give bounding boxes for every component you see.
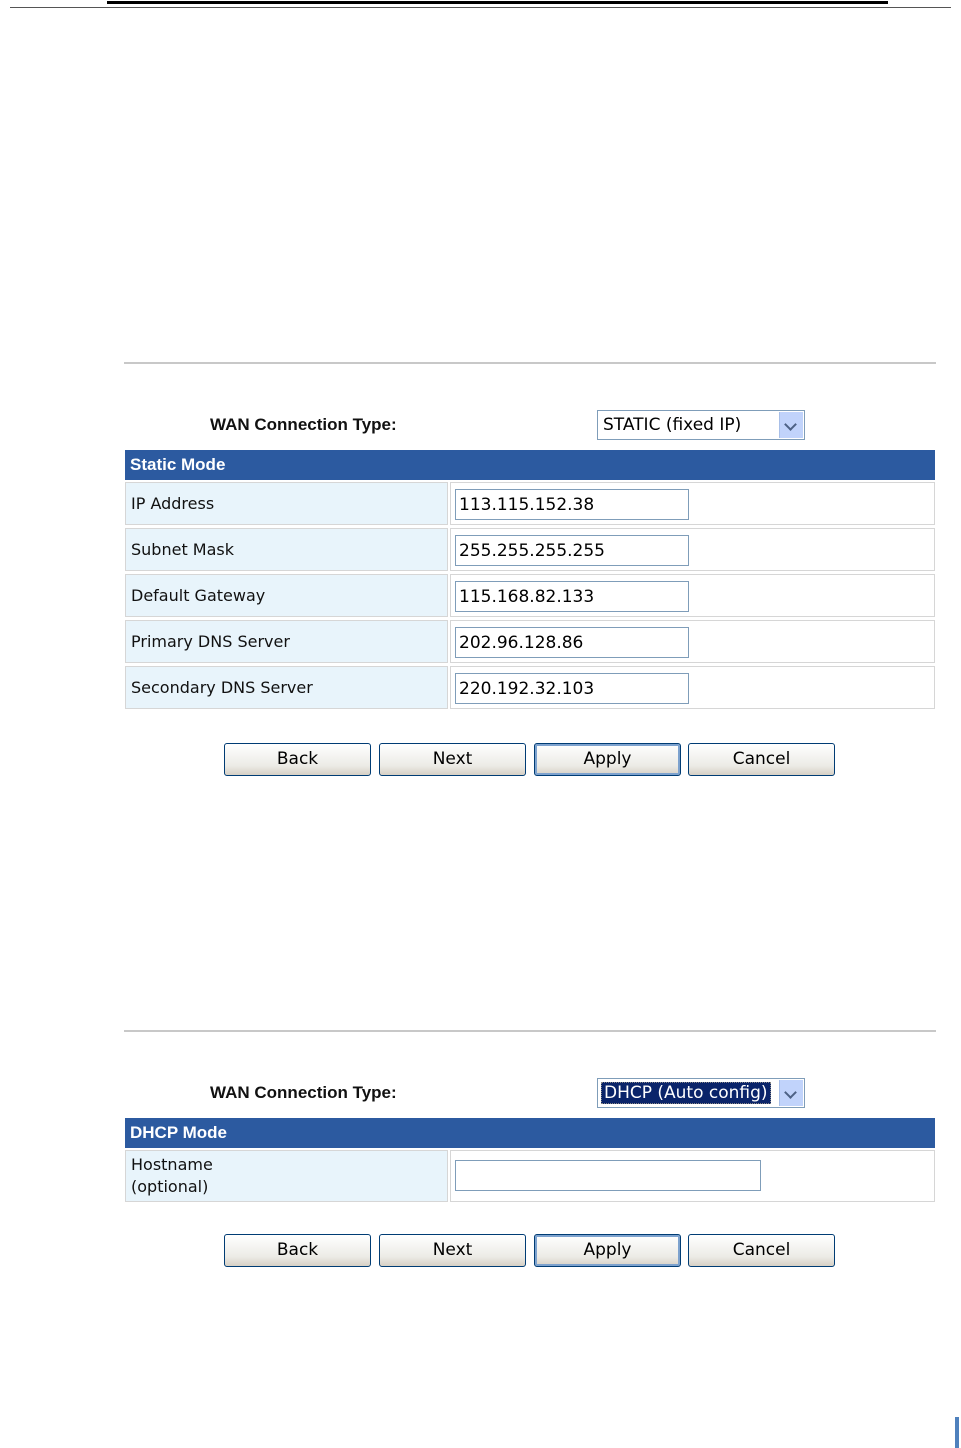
hostname-label-line1: Hostname: [131, 1155, 213, 1174]
section-divider: [124, 1030, 936, 1032]
subnet-mask-cell: [450, 528, 935, 571]
ip-address-input[interactable]: [455, 489, 689, 520]
chevron-down-icon[interactable]: [779, 1080, 803, 1106]
hostname-label-line2: (optional): [131, 1177, 209, 1196]
wan-connection-type-select[interactable]: [597, 1078, 805, 1108]
header-rule-thick: [107, 1, 888, 4]
primary-dns-cell: [450, 620, 935, 663]
default-gateway-input[interactable]: [455, 581, 689, 612]
wan-connection-type-value: STATIC (fixed IP): [603, 415, 742, 435]
apply-button[interactable]: Apply: [534, 743, 681, 776]
primary-dns-input[interactable]: [455, 627, 689, 658]
header-rule-thin: [10, 7, 951, 8]
default-gateway-label: Default Gateway: [125, 574, 448, 617]
secondary-dns-input[interactable]: [455, 673, 689, 704]
back-button[interactable]: Back: [224, 1234, 371, 1267]
hostname-input[interactable]: [455, 1160, 761, 1191]
ip-address-cell: [450, 482, 935, 525]
wan-connection-type-label: WAN Connection Type:: [210, 415, 397, 434]
hostname-label: [125, 1150, 448, 1202]
page-edge-marker: [955, 1417, 959, 1448]
wan-connection-type-value: DHCP (Auto config): [601, 1082, 771, 1104]
back-button[interactable]: Back: [224, 743, 371, 776]
wan-connection-type-label: WAN Connection Type:: [210, 1083, 397, 1102]
table-row: [125, 1149, 935, 1203]
dhcp-mode-header: DHCP Mode: [125, 1118, 935, 1149]
ip-address-label: IP Address: [125, 482, 448, 525]
next-button[interactable]: Next: [379, 743, 526, 776]
table-row: [125, 527, 935, 573]
wan-connection-type-select[interactable]: [597, 410, 805, 440]
cancel-button[interactable]: Cancel: [688, 1234, 835, 1267]
subnet-mask-label: Subnet Mask: [125, 528, 448, 571]
apply-button[interactable]: Apply: [534, 1234, 681, 1267]
secondary-dns-label: Secondary DNS Server: [125, 666, 448, 709]
table-row: [125, 481, 935, 527]
section-divider: [124, 362, 936, 364]
table-row: [125, 619, 935, 665]
table-row: [125, 573, 935, 619]
cancel-button[interactable]: Cancel: [688, 743, 835, 776]
default-gateway-cell: [450, 574, 935, 617]
static-mode-header: Static Mode: [125, 450, 935, 481]
next-button[interactable]: Next: [379, 1234, 526, 1267]
secondary-dns-cell: [450, 666, 935, 709]
table-row: [125, 665, 935, 711]
chevron-down-icon[interactable]: [779, 412, 803, 438]
hostname-cell: [450, 1150, 935, 1202]
subnet-mask-input[interactable]: [455, 535, 689, 566]
dhcp-mode-table: [125, 1118, 935, 1203]
static-mode-table: [125, 450, 935, 711]
primary-dns-label: Primary DNS Server: [125, 620, 448, 663]
